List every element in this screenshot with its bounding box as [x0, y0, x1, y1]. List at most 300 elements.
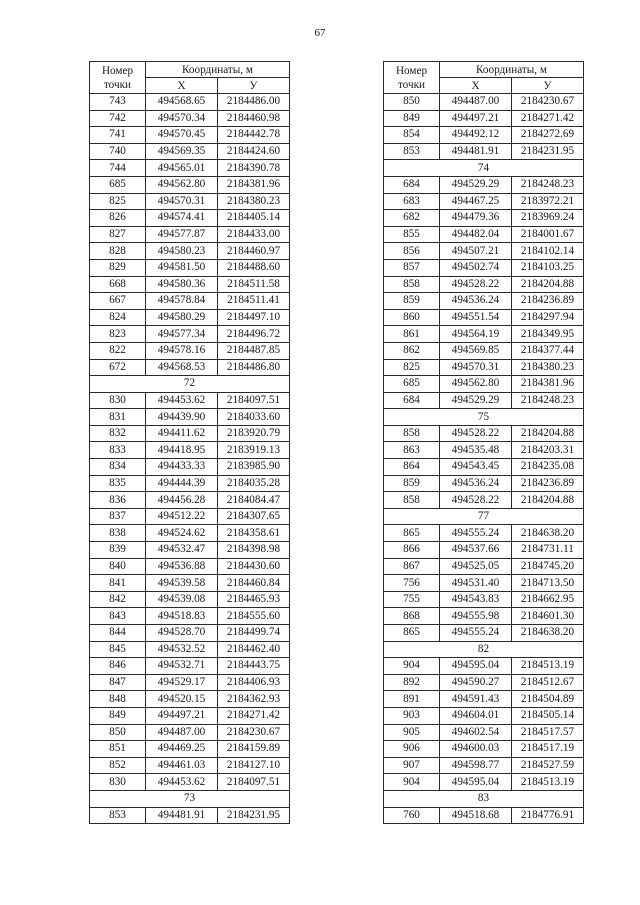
point-number-cell: 861 — [384, 326, 440, 343]
table-row — [90, 94, 290, 111]
x-coordinate-cell: 494602.54 — [440, 724, 512, 741]
point-number-cell: 840 — [90, 558, 146, 575]
table-row — [90, 757, 290, 774]
y-coordinate-cell: 2184517.57 — [512, 724, 584, 741]
y-coordinate-cell: 2183920.79 — [218, 425, 290, 442]
y-coordinate-cell: 2183919.13 — [218, 442, 290, 459]
point-number-cell: 825 — [384, 359, 440, 376]
table-row — [384, 110, 584, 127]
table-body — [90, 94, 290, 824]
table-row — [384, 259, 584, 276]
point-number-cell: 827 — [90, 226, 146, 243]
y-coordinate-cell: 2184204.88 — [512, 425, 584, 442]
table-row — [90, 591, 290, 608]
y-coordinate-cell: 2184499.74 — [218, 625, 290, 642]
table-row — [384, 459, 584, 476]
x-coordinate-cell: 494574.41 — [146, 210, 218, 227]
x-coordinate-cell: 494536.88 — [146, 558, 218, 575]
table-row — [384, 807, 584, 824]
table-row — [384, 707, 584, 724]
x-coordinate-cell: 494555.98 — [440, 608, 512, 625]
point-number-cell: 841 — [90, 575, 146, 592]
table-row — [90, 210, 290, 227]
table-row — [90, 127, 290, 144]
coordinates-header: Координаты, м — [146, 62, 290, 78]
table-row — [384, 608, 584, 625]
table-row — [90, 525, 290, 542]
point-number-cell: 853 — [90, 807, 146, 824]
point-number-cell: 856 — [384, 243, 440, 260]
x-coordinate-cell: 494595.04 — [440, 774, 512, 791]
x-coordinate-cell: 494555.24 — [440, 525, 512, 542]
x-coordinate-cell: 494528.70 — [146, 625, 218, 642]
y-coordinate-cell: 2184084.47 — [218, 492, 290, 509]
y-coordinate-cell: 2184398.98 — [218, 542, 290, 559]
x-coordinate-cell: 494569.35 — [146, 143, 218, 160]
section-label: 72 — [90, 376, 290, 393]
y-coordinate-cell: 2184424.60 — [218, 143, 290, 160]
x-coordinate-cell: 494564.19 — [440, 326, 512, 343]
point-number-cell: 851 — [90, 741, 146, 758]
y-coordinate-cell: 2184231.95 — [512, 143, 584, 160]
table-row — [90, 392, 290, 409]
y-coordinate-cell: 2184248.23 — [512, 392, 584, 409]
y-coordinate-cell: 2184430.60 — [218, 558, 290, 575]
x-coordinate-cell: 494562.80 — [440, 376, 512, 393]
point-number-cell: 907 — [384, 757, 440, 774]
table-row — [384, 558, 584, 575]
point-number-cell: 859 — [384, 475, 440, 492]
point-number-cell: 684 — [384, 176, 440, 193]
table-row — [384, 475, 584, 492]
point-number-cell: 823 — [90, 326, 146, 343]
table-row — [90, 226, 290, 243]
coordinates-header: Координаты, м — [440, 62, 584, 78]
table-row — [384, 309, 584, 326]
x-coordinate-cell: 494512.22 — [146, 508, 218, 525]
table-row — [90, 492, 290, 509]
point-number-cell: 741 — [90, 127, 146, 144]
section-row — [384, 508, 584, 525]
table-row — [90, 243, 290, 260]
x-coordinate-cell: 494492.12 — [440, 127, 512, 144]
y-coordinate-cell: 2184465.93 — [218, 591, 290, 608]
y-coordinate-cell: 2184776.91 — [512, 807, 584, 824]
point-number-cell: 683 — [384, 193, 440, 210]
y-coordinate-cell: 2184601.30 — [512, 608, 584, 625]
point-number-cell: 868 — [384, 608, 440, 625]
x-coordinate-cell: 494529.17 — [146, 674, 218, 691]
table-row — [90, 110, 290, 127]
point-number-cell: 892 — [384, 674, 440, 691]
y-coordinate-cell: 2184638.20 — [512, 625, 584, 642]
table-row — [384, 525, 584, 542]
table-row — [90, 442, 290, 459]
y-coordinate-cell: 2184230.67 — [218, 724, 290, 741]
point-number-cell: 848 — [90, 691, 146, 708]
y-coordinate-cell: 2184731.11 — [512, 542, 584, 559]
point-number-cell: 668 — [90, 276, 146, 293]
table-row — [384, 442, 584, 459]
table-row — [90, 475, 290, 492]
y-coordinate-cell: 2184297.94 — [512, 309, 584, 326]
x-coordinate-cell: 494444.39 — [146, 475, 218, 492]
point-number-cell: 846 — [90, 658, 146, 675]
y-column-header: У — [512, 78, 584, 94]
point-number-cell: 755 — [384, 591, 440, 608]
point-number-cell: 862 — [384, 342, 440, 359]
point-number-cell: 843 — [90, 608, 146, 625]
x-coordinate-cell: 494481.91 — [440, 143, 512, 160]
table-row — [90, 625, 290, 642]
x-coordinate-cell: 494469.25 — [146, 741, 218, 758]
x-coordinate-cell: 494570.45 — [146, 127, 218, 144]
point-number-cell: 824 — [90, 309, 146, 326]
section-row — [384, 641, 584, 658]
y-coordinate-cell: 2184512.67 — [512, 674, 584, 691]
table-row — [90, 259, 290, 276]
y-coordinate-cell: 2184097.51 — [218, 392, 290, 409]
table-row — [384, 143, 584, 160]
point-number-cell: 667 — [90, 293, 146, 310]
point-number-cell: 858 — [384, 276, 440, 293]
y-coordinate-cell: 2184349.95 — [512, 326, 584, 343]
y-coordinate-cell: 2184406.93 — [218, 674, 290, 691]
point-number-cell: 864 — [384, 459, 440, 476]
y-coordinate-cell: 2184713.50 — [512, 575, 584, 592]
table-row — [384, 575, 584, 592]
y-coordinate-cell: 2184511.41 — [218, 293, 290, 310]
table-row — [384, 542, 584, 559]
y-column-header: У — [218, 78, 290, 94]
table-row — [384, 392, 584, 409]
x-coordinate-cell: 494570.34 — [146, 110, 218, 127]
x-coordinate-cell: 494507.21 — [440, 243, 512, 260]
x-coordinate-cell: 494535.48 — [440, 442, 512, 459]
point-number-cell: 858 — [384, 492, 440, 509]
y-coordinate-cell: 2184159.89 — [218, 741, 290, 758]
point-number-cell: 839 — [90, 542, 146, 559]
y-coordinate-cell: 2184496.72 — [218, 326, 290, 343]
table-row — [384, 741, 584, 758]
point-number-cell: 904 — [384, 774, 440, 791]
x-coordinate-cell: 494453.62 — [146, 774, 218, 791]
table-row — [90, 459, 290, 476]
section-label: 82 — [384, 641, 584, 658]
point-number-cell: 844 — [90, 625, 146, 642]
point-number-cell: 740 — [90, 143, 146, 160]
x-coordinate-cell: 494600.03 — [440, 741, 512, 758]
point-number-cell: 854 — [384, 127, 440, 144]
y-coordinate-cell: 2184271.42 — [512, 110, 584, 127]
y-coordinate-cell: 2184103.25 — [512, 259, 584, 276]
x-coordinate-cell: 494537.66 — [440, 542, 512, 559]
table-row — [384, 276, 584, 293]
point-number-cell: 850 — [384, 94, 440, 111]
point-number-cell: 682 — [384, 210, 440, 227]
point-number-cell: 838 — [90, 525, 146, 542]
table-row — [384, 591, 584, 608]
y-coordinate-cell: 2184443.75 — [218, 658, 290, 675]
y-coordinate-cell: 2184433.00 — [218, 226, 290, 243]
table-row — [90, 326, 290, 343]
table-row — [90, 575, 290, 592]
x-coordinate-cell: 494524.62 — [146, 525, 218, 542]
x-coordinate-cell: 494497.21 — [146, 707, 218, 724]
y-coordinate-cell: 2184381.96 — [218, 176, 290, 193]
point-number-cell: 845 — [90, 641, 146, 658]
table-row — [384, 176, 584, 193]
table-row — [384, 376, 584, 393]
x-coordinate-cell: 494536.24 — [440, 293, 512, 310]
y-coordinate-cell: 2184127.10 — [218, 757, 290, 774]
x-coordinate-cell: 494591.43 — [440, 691, 512, 708]
y-coordinate-cell: 2184504.89 — [512, 691, 584, 708]
x-coordinate-cell: 494562.80 — [146, 176, 218, 193]
x-coordinate-cell: 494569.85 — [440, 342, 512, 359]
point-number-cell: 905 — [384, 724, 440, 741]
y-coordinate-cell: 2184230.67 — [512, 94, 584, 111]
table-row — [384, 757, 584, 774]
x-coordinate-cell: 494578.84 — [146, 293, 218, 310]
y-coordinate-cell: 2183969.24 — [512, 210, 584, 227]
section-row — [384, 160, 584, 177]
point-number-cell: 866 — [384, 542, 440, 559]
y-coordinate-cell: 2184033.60 — [218, 409, 290, 426]
y-coordinate-cell: 2184204.88 — [512, 492, 584, 509]
y-coordinate-cell: 2184377.44 — [512, 342, 584, 359]
x-coordinate-cell: 494528.22 — [440, 492, 512, 509]
table-row — [90, 807, 290, 824]
table-row — [90, 309, 290, 326]
point-number-cell: 685 — [90, 176, 146, 193]
y-coordinate-cell: 2184517.19 — [512, 741, 584, 758]
table-row — [384, 226, 584, 243]
x-coordinate-cell: 494577.34 — [146, 326, 218, 343]
y-coordinate-cell: 2184358.61 — [218, 525, 290, 542]
point-number-cell: 891 — [384, 691, 440, 708]
point-number-cell: 863 — [384, 442, 440, 459]
y-coordinate-cell: 2184236.89 — [512, 475, 584, 492]
y-coordinate-cell: 2184513.19 — [512, 774, 584, 791]
x-column-header: X — [440, 78, 512, 94]
point-header-line1: Номер — [101, 64, 134, 77]
y-coordinate-cell: 2183972.21 — [512, 193, 584, 210]
x-coordinate-cell: 494479.36 — [440, 210, 512, 227]
y-coordinate-cell: 2184236.89 — [512, 293, 584, 310]
table-row — [384, 774, 584, 791]
table-row — [384, 625, 584, 642]
y-coordinate-cell: 2184460.84 — [218, 575, 290, 592]
point-number-cell: 906 — [384, 741, 440, 758]
table-row — [90, 359, 290, 376]
x-coordinate-cell: 494456.28 — [146, 492, 218, 509]
x-coordinate-cell: 494580.23 — [146, 243, 218, 260]
x-coordinate-cell: 494568.65 — [146, 94, 218, 111]
x-coordinate-cell: 494518.68 — [440, 807, 512, 824]
y-coordinate-cell: 2183985.90 — [218, 459, 290, 476]
x-coordinate-cell: 494568.53 — [146, 359, 218, 376]
point-number-header — [384, 62, 440, 94]
table-row — [90, 691, 290, 708]
point-number-cell: 849 — [90, 707, 146, 724]
point-number-cell: 850 — [90, 724, 146, 741]
table-row — [90, 508, 290, 525]
point-number-cell: 822 — [90, 342, 146, 359]
x-coordinate-cell: 494555.24 — [440, 625, 512, 642]
y-coordinate-cell: 2184486.80 — [218, 359, 290, 376]
point-number-cell: 847 — [90, 674, 146, 691]
x-coordinate-cell: 494580.36 — [146, 276, 218, 293]
point-number-cell: 865 — [384, 525, 440, 542]
section-row — [384, 790, 584, 807]
x-coordinate-cell: 494604.01 — [440, 707, 512, 724]
x-coordinate-cell: 494536.24 — [440, 475, 512, 492]
x-coordinate-cell: 494520.15 — [146, 691, 218, 708]
x-coordinate-cell: 494565.01 — [146, 160, 218, 177]
point-number-cell: 858 — [384, 425, 440, 442]
point-header-line2: точки — [397, 78, 426, 91]
point-number-cell: 904 — [384, 658, 440, 675]
y-coordinate-cell: 2184102.14 — [512, 243, 584, 260]
y-coordinate-cell: 2184745.20 — [512, 558, 584, 575]
table-row — [90, 724, 290, 741]
x-coordinate-cell: 494581.50 — [146, 259, 218, 276]
table-row — [384, 359, 584, 376]
x-coordinate-cell: 494418.95 — [146, 442, 218, 459]
page-number: 67 — [314, 27, 326, 39]
point-number-cell: 831 — [90, 409, 146, 426]
x-coordinate-cell: 494539.08 — [146, 591, 218, 608]
y-coordinate-cell: 2184231.95 — [218, 807, 290, 824]
table-row — [90, 176, 290, 193]
point-number-cell: 832 — [90, 425, 146, 442]
point-number-cell: 760 — [384, 807, 440, 824]
y-coordinate-cell: 2184442.78 — [218, 127, 290, 144]
section-label: 73 — [90, 790, 290, 807]
point-number-cell: 672 — [90, 359, 146, 376]
y-coordinate-cell: 2184513.19 — [512, 658, 584, 675]
x-coordinate-cell: 494411.62 — [146, 425, 218, 442]
y-coordinate-cell: 2184460.98 — [218, 110, 290, 127]
y-coordinate-cell: 2184235.08 — [512, 459, 584, 476]
x-coordinate-cell: 494529.29 — [440, 176, 512, 193]
table-row — [90, 774, 290, 791]
table-row — [90, 674, 290, 691]
x-coordinate-cell: 494551.54 — [440, 309, 512, 326]
x-coordinate-cell: 494577.87 — [146, 226, 218, 243]
point-number-cell: 865 — [384, 625, 440, 642]
table-row — [90, 193, 290, 210]
y-coordinate-cell: 2184462.40 — [218, 641, 290, 658]
point-number-cell: 857 — [384, 259, 440, 276]
coordinates-table-left — [89, 61, 290, 824]
table-row — [384, 127, 584, 144]
table-row — [384, 691, 584, 708]
x-coordinate-cell: 494467.25 — [440, 193, 512, 210]
x-coordinate-cell: 494502.74 — [440, 259, 512, 276]
table-row — [90, 409, 290, 426]
point-number-cell: 837 — [90, 508, 146, 525]
table-row — [90, 143, 290, 160]
y-coordinate-cell: 2184638.20 — [512, 525, 584, 542]
x-coordinate-cell: 494532.47 — [146, 542, 218, 559]
table-row — [90, 276, 290, 293]
y-coordinate-cell: 2184380.23 — [512, 359, 584, 376]
x-coordinate-cell: 494539.58 — [146, 575, 218, 592]
point-number-cell: 742 — [90, 110, 146, 127]
table-row — [384, 293, 584, 310]
table-row — [90, 293, 290, 310]
y-coordinate-cell: 2184097.51 — [218, 774, 290, 791]
table-row — [384, 342, 584, 359]
y-coordinate-cell: 2184362.93 — [218, 691, 290, 708]
table-row — [384, 425, 584, 442]
x-coordinate-cell: 494543.45 — [440, 459, 512, 476]
table-row — [90, 707, 290, 724]
section-label: 83 — [384, 790, 584, 807]
y-coordinate-cell: 2184204.88 — [512, 276, 584, 293]
x-coordinate-cell: 494580.29 — [146, 309, 218, 326]
point-number-cell: 830 — [90, 774, 146, 791]
point-number-cell: 849 — [384, 110, 440, 127]
table-row — [384, 243, 584, 260]
table-row — [384, 724, 584, 741]
point-number-cell: 684 — [384, 392, 440, 409]
point-number-cell: 825 — [90, 193, 146, 210]
table-body — [384, 94, 584, 824]
x-coordinate-cell: 494578.16 — [146, 342, 218, 359]
y-coordinate-cell: 2184555.60 — [218, 608, 290, 625]
table-row — [90, 425, 290, 442]
point-number-cell: 829 — [90, 259, 146, 276]
y-coordinate-cell: 2184527.59 — [512, 757, 584, 774]
y-coordinate-cell: 2184511.58 — [218, 276, 290, 293]
y-coordinate-cell: 2184662.95 — [512, 591, 584, 608]
table-row — [90, 542, 290, 559]
point-number-cell: 903 — [384, 707, 440, 724]
x-coordinate-cell: 494529.29 — [440, 392, 512, 409]
x-coordinate-cell: 494525.05 — [440, 558, 512, 575]
x-coordinate-cell: 494570.31 — [146, 193, 218, 210]
y-coordinate-cell: 2184405.14 — [218, 210, 290, 227]
x-column-header: X — [146, 78, 218, 94]
x-coordinate-cell: 494497.21 — [440, 110, 512, 127]
section-row — [384, 409, 584, 426]
table-row — [90, 608, 290, 625]
table-row — [90, 558, 290, 575]
x-coordinate-cell: 494532.71 — [146, 658, 218, 675]
point-number-cell: 743 — [90, 94, 146, 111]
y-coordinate-cell: 2184272.69 — [512, 127, 584, 144]
table-row — [384, 193, 584, 210]
x-coordinate-cell: 494487.00 — [440, 94, 512, 111]
point-number-cell: 853 — [384, 143, 440, 160]
x-coordinate-cell: 494461.03 — [146, 757, 218, 774]
y-coordinate-cell: 2184487.85 — [218, 342, 290, 359]
point-number-cell: 860 — [384, 309, 440, 326]
table-row — [384, 658, 584, 675]
point-header-line2: точки — [103, 78, 132, 91]
point-number-cell: 855 — [384, 226, 440, 243]
point-number-header — [90, 62, 146, 94]
point-number-cell: 756 — [384, 575, 440, 592]
table-row — [384, 674, 584, 691]
point-number-cell: 842 — [90, 591, 146, 608]
x-coordinate-cell: 494590.27 — [440, 674, 512, 691]
section-label: 77 — [384, 508, 584, 525]
table-row — [90, 160, 290, 177]
